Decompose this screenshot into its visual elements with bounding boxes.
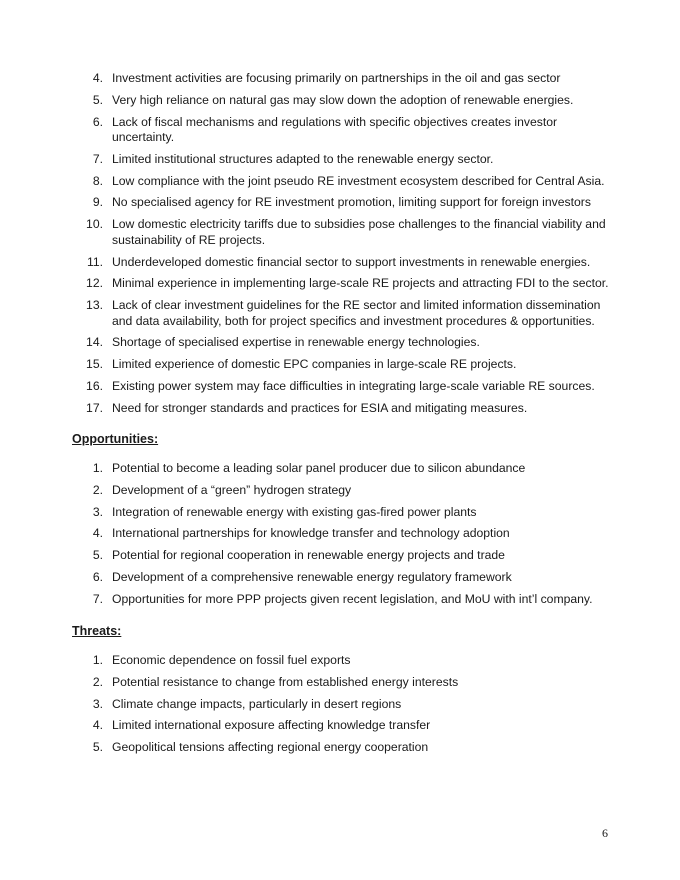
opportunities-heading: Opportunities: xyxy=(72,432,159,446)
list-item: 9. No specialised agency for RE investment promotion, limiting support for foreign investors xyxy=(92,195,591,210)
list-item: 4. Investment activities are focusing primarily on partnerships in the oil and gas sector xyxy=(92,71,561,85)
list-item: 2. Potential resistance to change from established energy interests xyxy=(92,674,459,689)
opportunities-list xyxy=(72,461,617,614)
list-item: 12. Minimal experience in implementing large-scale RE projects and attracting FDI to the sector. xyxy=(86,276,609,291)
list-item: 7. Limited institutional structures adapted to the renewable energy sector. xyxy=(92,151,494,166)
list-item: 6. Lack of fiscal mechanisms and regulations with specific objectives creates investor uncertainty. xyxy=(92,114,558,145)
list-item: 7. Opportunities for more PPP projects given recent legislation, and MoU with int’l company. xyxy=(92,591,593,606)
list-item: 2. Development of a “green” hydrogen strategy xyxy=(92,482,352,497)
list-item: 1. Potential to become a leading solar panel producer due to silicon abundance xyxy=(92,461,526,475)
list-item: 10. Low domestic electricity tariffs due to subsidies pose challenges to the financial viability and sustainability of RE projects. xyxy=(86,217,606,247)
threats-list xyxy=(72,653,617,762)
list-item: 14. Shortage of specialised expertise in renewable energy technologies. xyxy=(86,335,480,350)
list-item: 4. Limited international exposure affecting knowledge transfer xyxy=(92,718,431,733)
list-item: 6. Development of a comprehensive renewable energy regulatory framework xyxy=(92,569,512,584)
list-item: 8. Low compliance with the joint pseudo RE investment ecosystem described for Central Asia. xyxy=(92,173,605,188)
list-item: 5. Geopolitical tensions affecting regional energy cooperation xyxy=(92,740,429,755)
page-number: 6 xyxy=(602,826,608,840)
list-item: 15. Limited experience of domestic EPC companies in large-scale RE projects. xyxy=(86,357,517,372)
list-item: 5. Potential for regional cooperation in renewable energy projects and trade xyxy=(92,548,505,563)
list-item: 1. Economic dependence on fossil fuel exports xyxy=(92,653,351,667)
list-item: 5. Very high reliance on natural gas may slow down the adoption of renewable energies. xyxy=(92,92,574,107)
list-item: 16. Existing power system may face difficulties in integrating large-scale variable RE sources. xyxy=(86,379,595,394)
list-item: 3. Integration of renewable energy with existing gas-fired power plants xyxy=(92,504,477,519)
list-item: 17. Need for stronger standards and practices for ESIA and mitigating measures. xyxy=(86,400,528,415)
list-item: 4. International partnerships for knowledge transfer and technology adoption xyxy=(92,526,510,541)
threats-heading: Threats: xyxy=(72,624,122,638)
list-item: 11. Underdeveloped domestic financial sector to support investments in renewable energies. xyxy=(86,254,591,269)
list-item: 3. Climate change impacts, particularly in desert regions xyxy=(92,696,402,711)
weaknesses-list xyxy=(72,71,617,423)
list-item: 13. Lack of clear investment guidelines for the RE sector and limited information dissemination and data availability, both for project specifics and investment procedures & opportunities. xyxy=(86,298,601,328)
